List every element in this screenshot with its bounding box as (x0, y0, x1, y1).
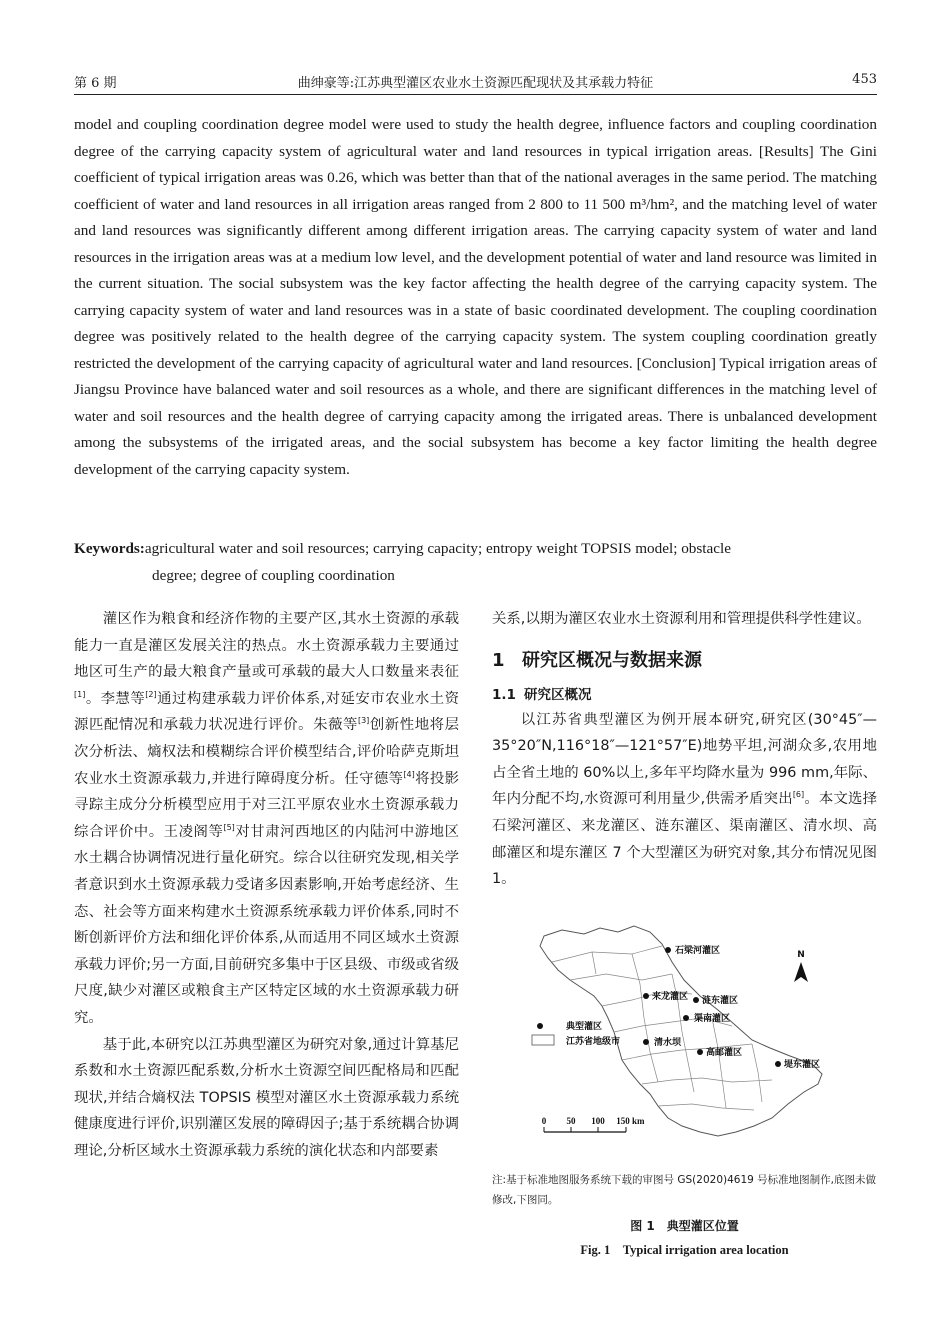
scale-tick-label: 0 (541, 1116, 547, 1126)
map-label-shilianghe: 石梁河灌区 (675, 946, 721, 956)
running-title: 曲绅豪等:江苏典型灌区农业水土资源匹配现状及其承载力特征 (297, 76, 654, 91)
north-arrow-icon (794, 962, 808, 982)
citation-ref[interactable]: [5] (223, 822, 235, 832)
scale-tick-label: 100 (591, 1116, 605, 1126)
page-number: 453 (852, 72, 877, 87)
legend-area-label: 江苏省地级市 (566, 1037, 621, 1047)
scale-tick-label: 50 (566, 1116, 576, 1126)
legend-point-label: 典型灌区 (566, 1022, 603, 1032)
irrigation-area-point (775, 1061, 781, 1067)
map-label-liandong: 涟东灌区 (702, 996, 739, 1006)
body-left-column (74, 606, 459, 1164)
map-label-didong: 堤东灌区 (784, 1060, 821, 1070)
study-area-map (522, 922, 842, 1152)
map-label-qingshuiba: 清水坝 (654, 1038, 682, 1048)
intro-paragraph-2: 基于此,本研究以江苏典型灌区为研究对象,通过计算基尼系数和水土资源匹配系数,分析水土资源空间匹配格局和匹配现状,并结合熵权法 TOPSIS 模型对灌区水土资源承载力系统健康度进行评价,识别灌区发展的障碍因子;基于系统耦合协调理论,分析区域水土资源承载力系统的演化状态和内部要素 (74, 1036, 459, 1159)
map-label-lailong: 来龙灌区 (652, 992, 689, 1002)
figure-caption-en: Fig. 1 Typical irrigation area location (580, 1243, 789, 1257)
scale-tick-label: 150 (616, 1116, 630, 1126)
section-heading (492, 647, 877, 675)
map-legend (532, 1020, 620, 1047)
citation-ref[interactable]: [6] (792, 790, 805, 800)
citation-ref[interactable]: [2] (145, 689, 157, 699)
section-number: 1 (492, 649, 505, 671)
subsection-title: 研究区概况 (524, 686, 592, 703)
irrigation-area-point (665, 947, 671, 953)
abstract-paragraph: model and coupling coordination degree model were used to study the health degree, influence factors and coupling coordination degree of the carrying capacity system of agricultural water and land resources in typical irrigation areas. [Results] The Gini coefficient of typical irrigation areas was 0.26, which was better than that of the national averages in the same period. The matching coefficient of water and land resources in all irrigation areas ranged from 2 800 to 11 500 m³/hm², and the matching level of water and land resources was significantly different among different irrigation areas. The carrying capacity system of water and land resources in the irrigation areas was at a medium low level, and the development potential of water and land resource was limited in the current situation. The social subsystem was the key factor affecting the health degree of the carrying capacity system. The carrying capacity system of water and land resources was in a state of basic coordinated development. The coupling coordination degree was positively related to the health degree of the carrying capacity system. The system coupling coordination greatly restricted the development of the carrying capacity of agricultural water and land resources. [Conclusion] Typical irrigation areas of Jiangsu Province have balanced water and soil resources as a whole, and there are significant differences in the matching level of water and soil resources and the health degree of carrying capacity among the irrigated areas. There is unbalanced development among the subsystems of the irrigated areas, and the social subsystem has become a key factor limiting the health degree development of the carrying capacity system. (74, 116, 877, 478)
subsection-number: 1.1 (492, 686, 516, 703)
keywords-line2: degree; degree of coupling coordination (152, 566, 395, 584)
figure-caption-cn: 图 1 典型灌区位置 (630, 1219, 739, 1233)
irrigation-area-point (643, 1039, 649, 1045)
irrigation-area-point (643, 993, 649, 999)
legend-point-icon (537, 1023, 543, 1029)
scale-bar (542, 1116, 645, 1132)
keywords-label: Keywords: (74, 540, 145, 557)
map-label-qunan: 渠南灌区 (694, 1014, 731, 1024)
citation-ref[interactable]: [4] (403, 769, 415, 779)
figure-note: 注:基于标准地图服务系统下载的审图号 GS(2020)4619 号标准地图制作,底图未做修改,下图同。 (492, 1174, 876, 1206)
subsection-heading (492, 683, 877, 707)
intro-paragraph-1: 灌区作为粮食和经济作物的主要产区,其水土资源的承载能力一直是灌区发展关注的热点。水土资源承载力主要通过地区可生产的最大粮食产量或可承载的最大人口数量来表征[1]。李慧等[2]通过构建承载力评价体系,对延安市农业水土资源匹配情况和承载力状况进行评价。朱薇等[3]创新性地将层次分析法、熵权法和模糊综合评价模型结合,评价哈萨克斯坦农业水土资源承载力,并进行障碍度分析。任守德等[4]将投影寻踪主成分分析模型应用于对三江平原农业水土资源承载力综合评价中。王凌阁等[5]对甘肃河西地区的内陆河中游地区水土耦合协调情况进行量化研究。综合以往研究发现,相关学者意识到水土资源承载力受诸多因素影响,开始考虑经济、生态、社会等方面来构建水土资源系统承载力评价体系,同时不断创新评价方法和细化评价体系,从而适用不同区域水土资源承载力评价;另一方面,目前研究多集中于区县级、市级或省级尺度,缺少对灌区或粮食主产区特定区域的水土资源承载力研究。 (74, 611, 459, 1026)
body-right-column (492, 606, 877, 893)
study-area-paragraph: 以江苏省典型灌区为例开展本研究,研究区(30°45″—35°20″N,116°18″—121°57″E)地势平坦,河湖众多,农用地占全省土地的 60%以上,多年平均降水量为 996 mm,年际、年内分配不均,水资源可利用量少,供需矛盾突出[6]。本文选择石梁河灌区、来龙灌区、涟东灌区、渠南灌区、清水坝、高邮灌区和堤东灌区 7 个大型灌区为研究对象,其分布情况见图 1。 (492, 711, 877, 888)
irrigation-area-point (693, 997, 699, 1003)
legend-area-icon (532, 1035, 554, 1045)
north-arrow (794, 950, 808, 982)
keywords-block (74, 536, 877, 589)
issue-number: 第 6 期 (74, 76, 117, 91)
citation-ref[interactable]: [1] (74, 689, 86, 699)
section-title: 研究区概况与数据来源 (522, 649, 702, 671)
scale-unit: km (632, 1116, 645, 1126)
irrigation-area-point (697, 1049, 703, 1055)
intro-paragraph-2-continued: 关系,以期为灌区农业水土资源利用和管理提供科学性建议。 (492, 611, 871, 627)
north-label: N (797, 950, 805, 960)
keywords-line1: agricultural water and soil resources; carrying capacity; entropy weight TOPSIS model; obstacle (144, 540, 731, 557)
map-label-gaoyou: 高邮灌区 (706, 1048, 743, 1058)
citation-ref[interactable]: [3] (357, 716, 370, 726)
header-divider (74, 94, 877, 95)
running-header (74, 70, 877, 94)
irrigation-area-point (683, 1015, 689, 1021)
